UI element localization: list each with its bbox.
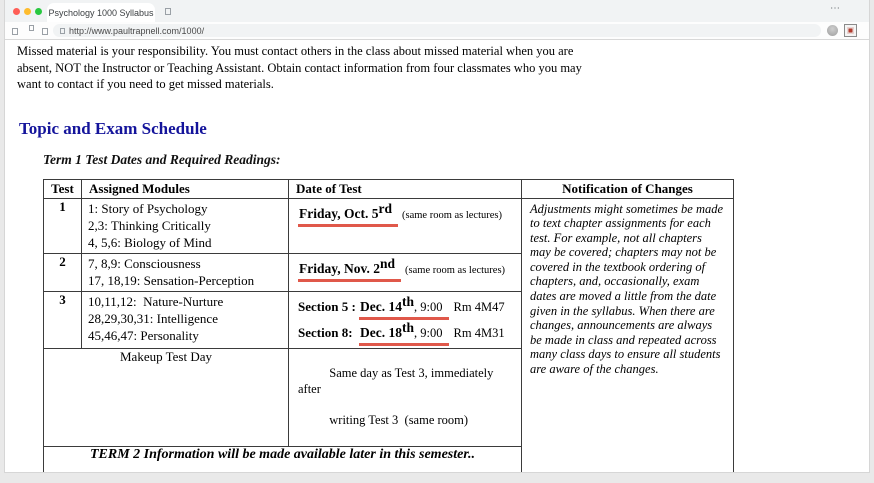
header-assigned-modules: Assigned Modules xyxy=(82,179,289,198)
header-notification-of-changes: Notification of Changes xyxy=(522,179,734,198)
url-text[interactable]: http://www.paultrapnell.com/1000/ xyxy=(69,25,205,36)
date-cell xyxy=(289,253,522,291)
modules-cell xyxy=(82,291,289,348)
date-note: (same room as lectures) xyxy=(405,264,506,276)
forward-icon[interactable] xyxy=(29,25,34,31)
extension-glyph xyxy=(847,27,854,34)
maximize-window-icon[interactable] xyxy=(35,8,42,15)
modules-cell xyxy=(82,198,289,253)
module-line: 7, 8,9: Consciousness xyxy=(88,255,201,271)
test1-date: Friday, Oct. 5rd (same room as lectures) xyxy=(298,207,502,221)
browser-toolbar xyxy=(5,22,869,40)
page-title: Topic and Exam Schedule xyxy=(19,118,207,138)
module-line: 17, 18,19: Sensation-Perception xyxy=(88,273,255,289)
table-row xyxy=(44,198,734,253)
exam-schedule-table xyxy=(43,179,734,474)
module-line: 4, 5,6: Biology of Mind xyxy=(88,235,212,251)
module-line: 45,46,47: Personality xyxy=(88,328,199,344)
date-cell xyxy=(289,198,522,253)
page-content xyxy=(5,43,869,473)
header-test: Test xyxy=(44,179,82,198)
test-number: 3 xyxy=(44,291,82,348)
module-line: 10,11,12: Nature-Nurture xyxy=(88,293,224,309)
minimize-window-icon[interactable] xyxy=(24,8,31,15)
page-security-icon xyxy=(60,28,65,34)
test-number: 2 xyxy=(44,253,82,291)
section5-date: Section 5 : Dec. 14th, 9:00 Rm 4M47 xyxy=(298,300,505,314)
close-window-icon[interactable] xyxy=(13,8,20,15)
makeup-date-line: Same day as Test 3, immediately after xyxy=(298,366,497,396)
back-icon[interactable] xyxy=(12,28,18,35)
extension-icon[interactable] xyxy=(844,24,857,37)
module-line: 2,3: Thinking Critically xyxy=(88,217,211,233)
browser-menu-icon[interactable]: ⋯ xyxy=(830,3,841,14)
date-note: (same room as lectures) xyxy=(402,209,503,221)
new-tab-icon[interactable] xyxy=(165,8,171,15)
module-line: 28,29,30,31: Intelligence xyxy=(88,310,218,326)
modules-cell xyxy=(82,253,289,291)
tab-title: Psychology 1000 Syllabus xyxy=(48,7,154,18)
profile-avatar-icon[interactable] xyxy=(827,25,838,36)
header-date-of-test: Date of Test xyxy=(289,179,522,198)
test2-date: Friday, Nov. 2nd (same room as lectures) xyxy=(298,262,505,276)
table-header-row xyxy=(44,179,734,198)
date-cell xyxy=(289,291,522,348)
subsection-title: Term 1 Test Dates and Required Readings: xyxy=(43,151,281,167)
notification-text-cell: Adjustments might sometimes be made to text chapter assignments for each test. For example, not all chapters may be covered; chapters may not be covered in the textbook ordering of chapters, and, occasionally, exam dates are moved a little from the date given in the syllabus. When there are changes, announcements are always be made in class and repeated across many class days to ensure all students are aware of the changes. xyxy=(522,198,734,473)
module-line: 1: Story of Psychology xyxy=(88,200,208,216)
makeup-label: Makeup Test Day xyxy=(44,348,289,446)
term2-note: TERM 2 Information will be made available later in this semester.. xyxy=(44,446,522,473)
tab-psychology-syllabus[interactable] xyxy=(47,3,155,22)
browser-window xyxy=(4,0,870,473)
reload-icon[interactable] xyxy=(42,28,48,35)
makeup-date-cell xyxy=(289,348,522,446)
section8-date: Section 8: Dec. 18th, 9:00 Rm 4M31 xyxy=(298,326,505,340)
address-bar[interactable] xyxy=(53,24,821,37)
tab-strip xyxy=(5,0,869,22)
intro-paragraph: Missed material is your responsibility. You must contact others in the class about missed material when you are absent, NOT the Instructor or Teaching Assistant. Obtain contact information from four classmates who you may want to contact if you need to get missed materials. xyxy=(17,44,582,91)
makeup-date-line: writing Test 3 (same room) xyxy=(329,412,469,427)
test-number: 1 xyxy=(44,198,82,253)
